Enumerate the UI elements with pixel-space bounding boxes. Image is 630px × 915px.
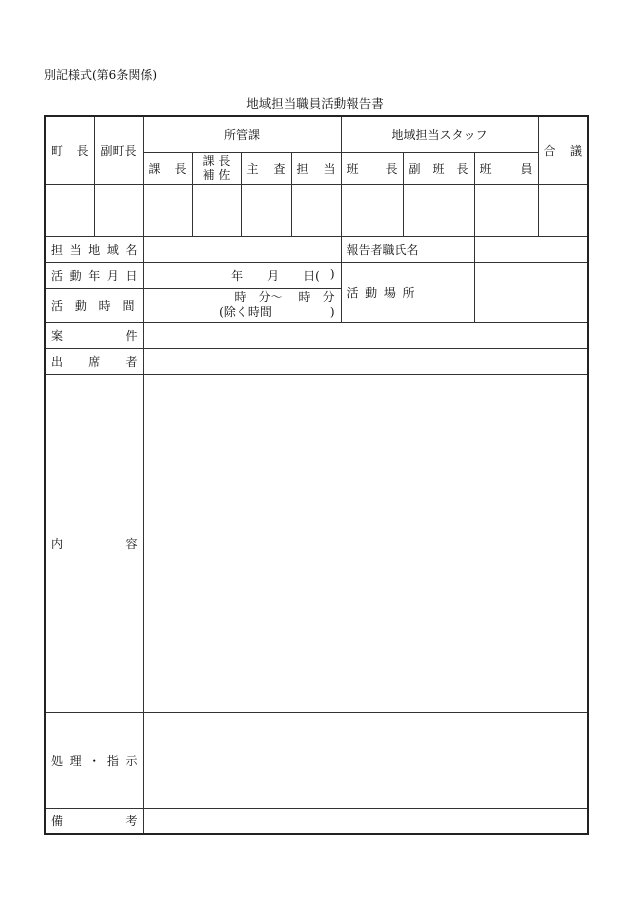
time-label: 活 動 時 間 [45,288,143,322]
section-chief-header: 課 長 [143,152,192,184]
group-leader-header: 班 長 [341,152,403,184]
content-field[interactable] [143,374,588,712]
chief-examiner-header: 主 査 [241,152,291,184]
deputy-group-leader-header: 副 班 長 [403,152,474,184]
seal-box-chief-examiner[interactable] [241,184,291,236]
case-label: 案 件 [45,322,143,348]
seal-box-section-assistant[interactable] [192,184,241,236]
jurisdiction-dept-header: 所管課 [143,116,341,152]
reporter-field[interactable] [474,236,588,262]
regional-staff-header: 地域担当スタッフ [341,116,538,152]
deputy-town-chief-header: 副町長 [94,116,143,184]
section-assistant-header: 課 長 補 佐 [192,152,241,184]
in-charge-header: 担 当 [291,152,341,184]
seal-box-section-chief[interactable] [143,184,192,236]
action-label: 処 理 ・ 指 示 [45,712,143,808]
seal-box-deputy-town-chief[interactable] [94,184,143,236]
form-reference-note: 別記様式(第6条関係) [44,68,157,82]
place-label: 活 動 場 所 [341,262,474,322]
remarks-label: 備 考 [45,808,143,834]
place-field[interactable] [474,262,588,322]
seal-box-consultation[interactable] [538,184,588,236]
area-label: 担 当 地 域 名 [45,236,143,262]
group-member-header: 班 員 [474,152,538,184]
area-field[interactable] [143,236,341,262]
seal-box-group-member[interactable] [474,184,538,236]
town-chief-header: 町 長 [45,116,94,184]
attendees-label: 出 席 者 [45,348,143,374]
reporter-label: 報告者職氏名 [341,236,474,262]
case-field[interactable] [143,322,588,348]
time-field[interactable]: 時 分〜 時 分 (除く時間 ) [143,288,341,322]
content-label: 内 容 [45,374,143,712]
remarks-field[interactable] [143,808,588,834]
consultation-header: 合 議 [538,116,588,184]
seal-box-deputy-group-leader[interactable] [403,184,474,236]
date-field[interactable]: 年 月 日( ) [143,262,341,288]
attendees-field[interactable] [143,348,588,374]
date-label: 活 動 年 月 日 [45,262,143,288]
seal-box-town-chief[interactable] [45,184,94,236]
report-form-table [44,115,589,835]
seal-box-in-charge[interactable] [291,184,341,236]
page-title: 地域担当職員活動報告書 [246,96,384,111]
action-field[interactable] [143,712,588,808]
seal-box-group-leader[interactable] [341,184,403,236]
